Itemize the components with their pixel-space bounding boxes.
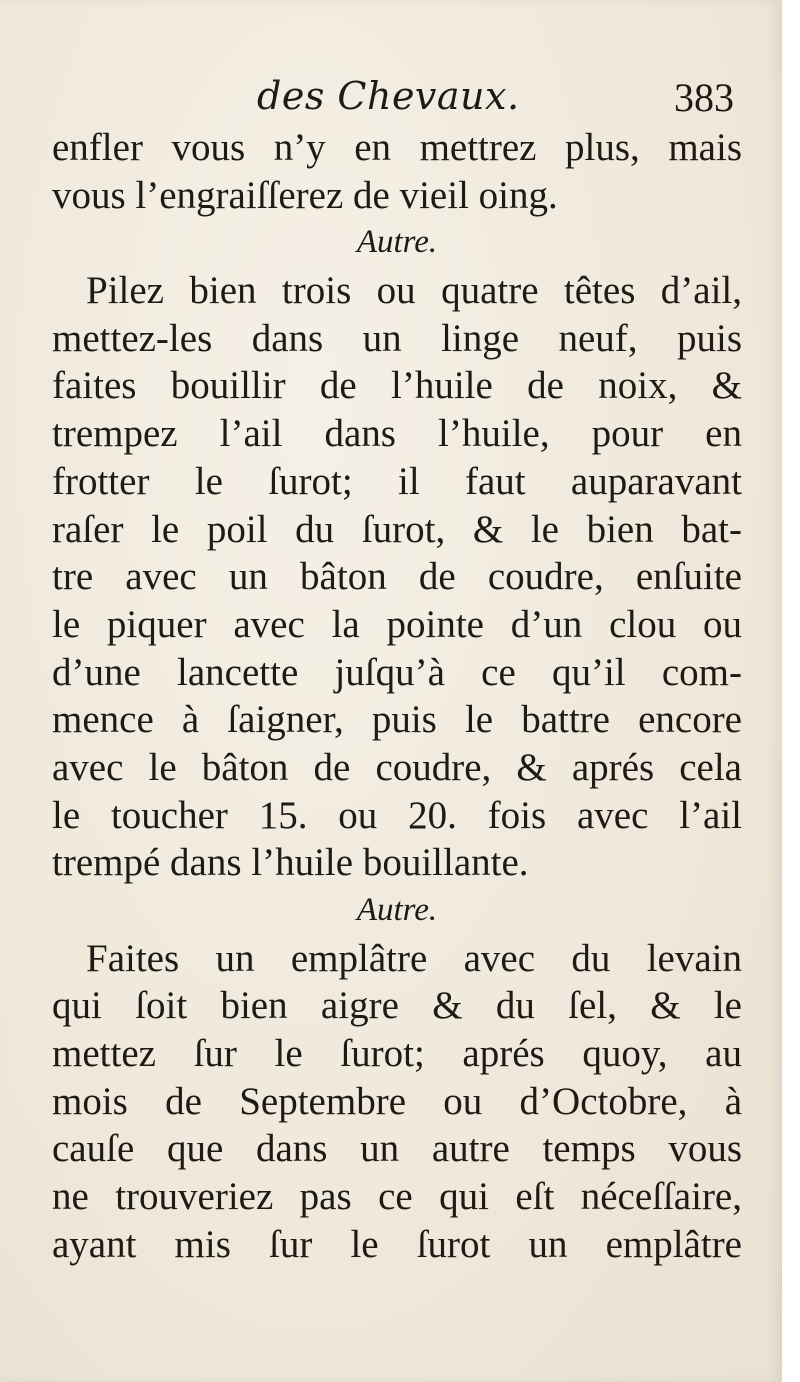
- text-line: d’une lancette juſqu’à ce qu’il com-: [52, 650, 742, 694]
- text-line: mence à ſaigner, puis le battre encore: [52, 698, 742, 742]
- text-line: vous l’engraiſſerez de vieil oing.: [52, 173, 558, 217]
- text-line: le toucher 15. ou 20. fois avec l’ail: [52, 793, 742, 837]
- text-line: ne trouveriez pas ce qui eſt néceſſaire,: [52, 1175, 742, 1219]
- section-heading: Autre.: [356, 892, 438, 928]
- text-line: qui ſoit bien aigre & du ſel, & le: [52, 984, 742, 1028]
- text-line: frotter le ſurot; il faut auparavant: [52, 459, 742, 503]
- running-head: [52, 70, 742, 130]
- text-line: Pilez bien trois ou quatre têtes d’ail,: [86, 269, 742, 313]
- running-title: des Chevaux.: [257, 74, 520, 118]
- text-line: le piquer avec la pointe d’un clou ou: [52, 602, 742, 646]
- text-line: mettez-les dans un linge neuf, puis: [52, 316, 742, 360]
- text-line: cauſe que dans un autre temps vous: [52, 1127, 742, 1171]
- text-line: avec le bâton de coudre, & aprés cela: [52, 745, 742, 789]
- text-line: enfler vous n’y en mettrez plus, mais: [52, 126, 742, 169]
- text-line: trempez l’ail dans l’huile, pour en: [52, 412, 742, 456]
- text-line: mettez ſur le ſurot; aprés quoy, au: [52, 1032, 742, 1076]
- text-line: trempé dans l’huile bouillante.: [52, 841, 529, 885]
- text-line: tre avec un bâton de coudre, enſuite: [52, 555, 742, 599]
- section-heading: Autre.: [356, 224, 438, 261]
- text-line: Faites un emplâtre avec du levain: [86, 936, 742, 980]
- text-line: faites bouillir de l’huile de noix, &: [52, 364, 742, 408]
- page-number: 383: [674, 75, 734, 120]
- text-line: mois de Septembre ou d’Octobre, à: [52, 1079, 742, 1123]
- text-line: raſer le poil du ſurot, & le bien bat-: [52, 507, 742, 551]
- text-line: ayant mis ſur le ſurot un emplâtre: [52, 1222, 742, 1266]
- body-text: [52, 124, 742, 1269]
